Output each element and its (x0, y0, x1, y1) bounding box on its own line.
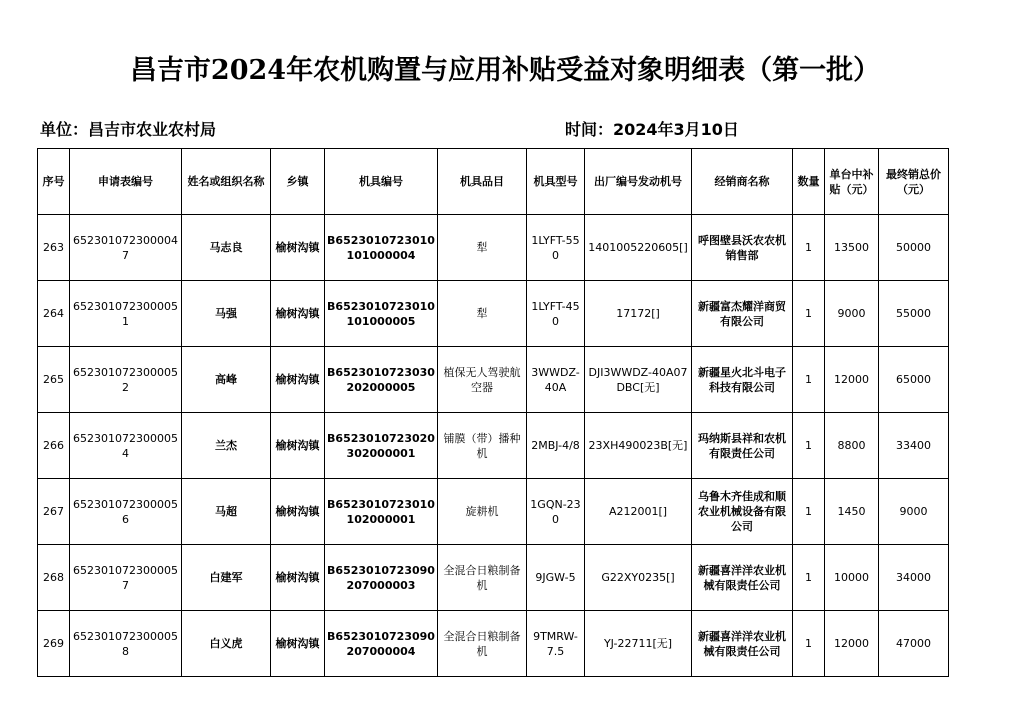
cell-seq: 263 (38, 215, 70, 281)
cell-dealer: 新疆喜洋洋农业机械有限责任公司 (692, 611, 793, 677)
cell-subsidy: 8800 (825, 413, 879, 479)
cell-total-price: 65000 (879, 347, 949, 413)
cell-town: 榆树沟镇 (271, 281, 325, 347)
cell-factory-engine-no: 1401005220605[] (585, 215, 692, 281)
cell-model: 9TMRW-7.5 (527, 611, 585, 677)
cell-quantity: 1 (793, 413, 825, 479)
cell-application-no: 6523010723000052 (70, 347, 182, 413)
table-row (38, 347, 949, 413)
cell-quantity: 1 (793, 347, 825, 413)
cell-town: 榆树沟镇 (271, 347, 325, 413)
cell-subsidy: 12000 (825, 347, 879, 413)
cell-total-price: 50000 (879, 215, 949, 281)
cell-town: 榆树沟镇 (271, 479, 325, 545)
table-row (38, 281, 949, 347)
cell-seq: 265 (38, 347, 70, 413)
cell-dealer: 新疆喜洋洋农业机械有限责任公司 (692, 545, 793, 611)
cell-category: 犁 (438, 215, 527, 281)
cell-town: 榆树沟镇 (271, 215, 325, 281)
date-label: 时间：2024年3月10日 (565, 120, 739, 139)
cell-category: 犁 (438, 281, 527, 347)
cell-total-price: 47000 (879, 611, 949, 677)
cell-total-price: 34000 (879, 545, 949, 611)
col-header-factory-engine-no: 出厂编号发动机号 (585, 149, 692, 215)
col-header-category: 机具品目 (438, 149, 527, 215)
cell-seq: 264 (38, 281, 70, 347)
cell-seq: 267 (38, 479, 70, 545)
cell-factory-engine-no: G22XY0235[] (585, 545, 692, 611)
cell-category: 全混合日粮制备机 (438, 545, 527, 611)
col-header-town: 乡镇 (271, 149, 325, 215)
cell-machine-no: B6523010723090207000003 (325, 545, 438, 611)
table-row (38, 413, 949, 479)
cell-model: 1LYFT-550 (527, 215, 585, 281)
col-header-model: 机具型号 (527, 149, 585, 215)
cell-subsidy: 13500 (825, 215, 879, 281)
cell-name: 马志良 (182, 215, 271, 281)
cell-dealer: 玛纳斯县祥和农机有限责任公司 (692, 413, 793, 479)
cell-factory-engine-no: YJ-22711[无] (585, 611, 692, 677)
cell-machine-no: B6523010723020302000001 (325, 413, 438, 479)
cell-name: 马强 (182, 281, 271, 347)
cell-dealer: 新疆星火北斗电子科技有限公司 (692, 347, 793, 413)
cell-factory-engine-no: A212001[] (585, 479, 692, 545)
cell-dealer: 乌鲁木齐佳成和顺农业机械设备有限公司 (692, 479, 793, 545)
cell-subsidy: 12000 (825, 611, 879, 677)
cell-town: 榆树沟镇 (271, 545, 325, 611)
subsidy-table (37, 148, 949, 677)
cell-seq: 269 (38, 611, 70, 677)
cell-name: 白建军 (182, 545, 271, 611)
cell-subsidy: 1450 (825, 479, 879, 545)
table-row (38, 545, 949, 611)
cell-application-no: 6523010723000047 (70, 215, 182, 281)
cell-machine-no: B6523010723010102000001 (325, 479, 438, 545)
cell-machine-no: B6523010723010101000004 (325, 215, 438, 281)
cell-model: 3WWDZ-40A (527, 347, 585, 413)
cell-dealer: 呼图壁县沃农农机销售部 (692, 215, 793, 281)
cell-application-no: 6523010723000058 (70, 611, 182, 677)
col-header-name: 姓名或组织名称 (182, 149, 271, 215)
cell-quantity: 1 (793, 479, 825, 545)
cell-category: 旋耕机 (438, 479, 527, 545)
cell-total-price: 9000 (879, 479, 949, 545)
cell-town: 榆树沟镇 (271, 611, 325, 677)
cell-machine-no: B6523010723010101000005 (325, 281, 438, 347)
cell-application-no: 6523010723000056 (70, 479, 182, 545)
unit-label: 单位：昌吉市农业农村局 (40, 120, 217, 139)
cell-quantity: 1 (793, 611, 825, 677)
cell-factory-engine-no: DJI3WWDZ-40A07DBC[无] (585, 347, 692, 413)
cell-application-no: 6523010723000051 (70, 281, 182, 347)
cell-subsidy: 9000 (825, 281, 879, 347)
cell-model: 9JGW-5 (527, 545, 585, 611)
cell-total-price: 55000 (879, 281, 949, 347)
col-header-machine-no: 机具编号 (325, 149, 438, 215)
cell-quantity: 1 (793, 545, 825, 611)
cell-dealer: 新疆富杰耀洋商贸有限公司 (692, 281, 793, 347)
cell-model: 2MBJ-4/8 (527, 413, 585, 479)
cell-category: 全混合日粮制备机 (438, 611, 527, 677)
table-row (38, 479, 949, 545)
cell-seq: 266 (38, 413, 70, 479)
col-header-seq: 序号 (38, 149, 70, 215)
col-header-subsidy: 单台中补贴（元） (825, 149, 879, 215)
cell-seq: 268 (38, 545, 70, 611)
cell-subsidy: 10000 (825, 545, 879, 611)
cell-name: 白义虎 (182, 611, 271, 677)
cell-factory-engine-no: 17172[] (585, 281, 692, 347)
cell-machine-no: B6523010723030202000005 (325, 347, 438, 413)
cell-category: 植保无人驾驶航空器 (438, 347, 527, 413)
cell-total-price: 33400 (879, 413, 949, 479)
cell-name: 兰杰 (182, 413, 271, 479)
col-header-total-price: 最终销总价（元） (879, 149, 949, 215)
cell-quantity: 1 (793, 215, 825, 281)
page-title: 昌吉市2024年农机购置与应用补贴受益对象明细表（第一批） (129, 55, 881, 86)
cell-machine-no: B6523010723090207000004 (325, 611, 438, 677)
cell-category: 铺膜（带）播种机 (438, 413, 527, 479)
cell-application-no: 6523010723000054 (70, 413, 182, 479)
col-header-quantity: 数量 (793, 149, 825, 215)
table-row (38, 215, 949, 281)
cell-factory-engine-no: 23XH490023B[无] (585, 413, 692, 479)
col-header-dealer: 经销商名称 (692, 149, 793, 215)
cell-quantity: 1 (793, 281, 825, 347)
table-row (38, 611, 949, 677)
cell-model: 1LYFT-450 (527, 281, 585, 347)
cell-application-no: 6523010723000057 (70, 545, 182, 611)
cell-name: 马超 (182, 479, 271, 545)
cell-town: 榆树沟镇 (271, 413, 325, 479)
cell-model: 1GQN-230 (527, 479, 585, 545)
cell-name: 高峰 (182, 347, 271, 413)
col-header-application-no: 申请表编号 (70, 149, 182, 215)
table-header-row (38, 149, 949, 215)
